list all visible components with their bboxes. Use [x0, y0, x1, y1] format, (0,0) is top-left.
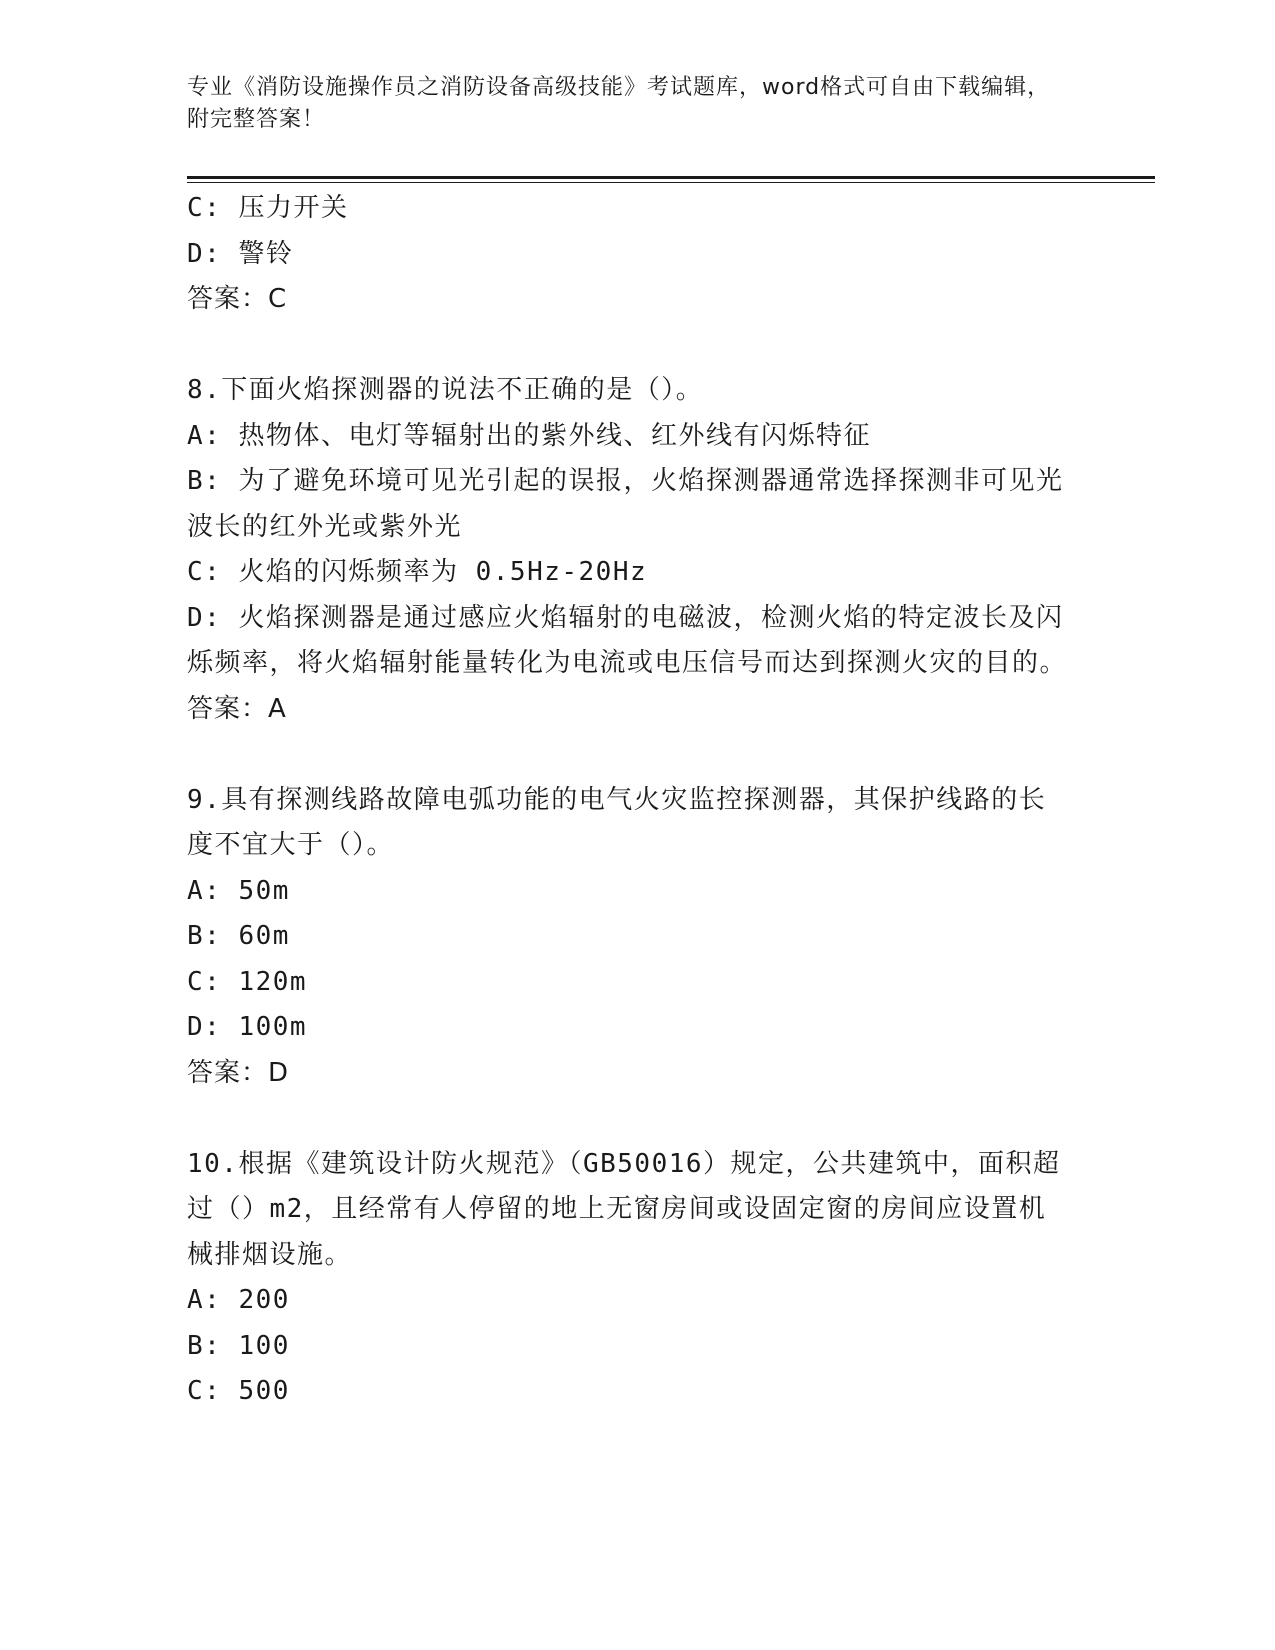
option-b: B: 60m: [187, 921, 290, 951]
option-a: A: 50m: [187, 875, 290, 906]
option-c: C: 120m: [187, 966, 308, 997]
answer-line: 答案：C: [187, 284, 288, 314]
spacer: [187, 1096, 1067, 1142]
option-b: B: 100: [187, 1330, 290, 1361]
option-d: D: 100m: [187, 1012, 308, 1042]
option-a: A: 200: [187, 1285, 290, 1315]
spacer: [187, 732, 1067, 778]
answer-line: 答案：A: [187, 693, 287, 724]
option-a: A: 热物体、电灯等辐射出的紫外线、红外线有闪烁特征: [187, 420, 871, 451]
document-header: 专业《消防设施操作员之消防设备高级技能》考试题库，word格式可自由下载编辑，附完整答案！: [187, 75, 1051, 132]
option-c: C: 火焰的闪烁频率为 0.5Hz-20Hz: [187, 557, 648, 587]
option-c: C: 压力开关: [187, 193, 349, 223]
spacer: [187, 323, 1067, 369]
previous-question-tail: [187, 186, 1067, 323]
answer-line: 答案：D: [187, 1057, 290, 1088]
question-10: [187, 1142, 1067, 1415]
option-d: D: 火焰探测器是通过感应火焰辐射的电磁波，检测火焰的特定波长及闪烁频率，将火焰辐射能量转化为电流或电压信号而达到探测火灾的目的。: [187, 602, 1068, 678]
question-stem: 9.具有探测线路故障电弧功能的电气火灾监控探测器，其保护线路的长度不宜大于（）。: [187, 784, 1047, 860]
question-8: [187, 368, 1067, 732]
option-d: D: 警铃: [187, 238, 294, 269]
question-stem: 8.下面火焰探测器的说法不正确的是（）。: [187, 375, 704, 405]
question-content: [187, 186, 1067, 1415]
option-c: C: 500: [187, 1376, 290, 1406]
header-divider-thin: [187, 182, 1155, 183]
header-divider-thick: [187, 176, 1155, 179]
option-b: B: 为了避免环境可见光引起的误报，火焰探测器通常选择探测非可见光波长的红外光或紫外光: [187, 466, 1064, 542]
question-stem: 10.根据《建筑设计防火规范》（GB50016）规定，公共建筑中，面积超过（）m2，且经常有人停留的地上无窗房间或设固定窗的房间应设置机械排烟设施。: [187, 1148, 1061, 1270]
question-9: [187, 778, 1067, 1097]
